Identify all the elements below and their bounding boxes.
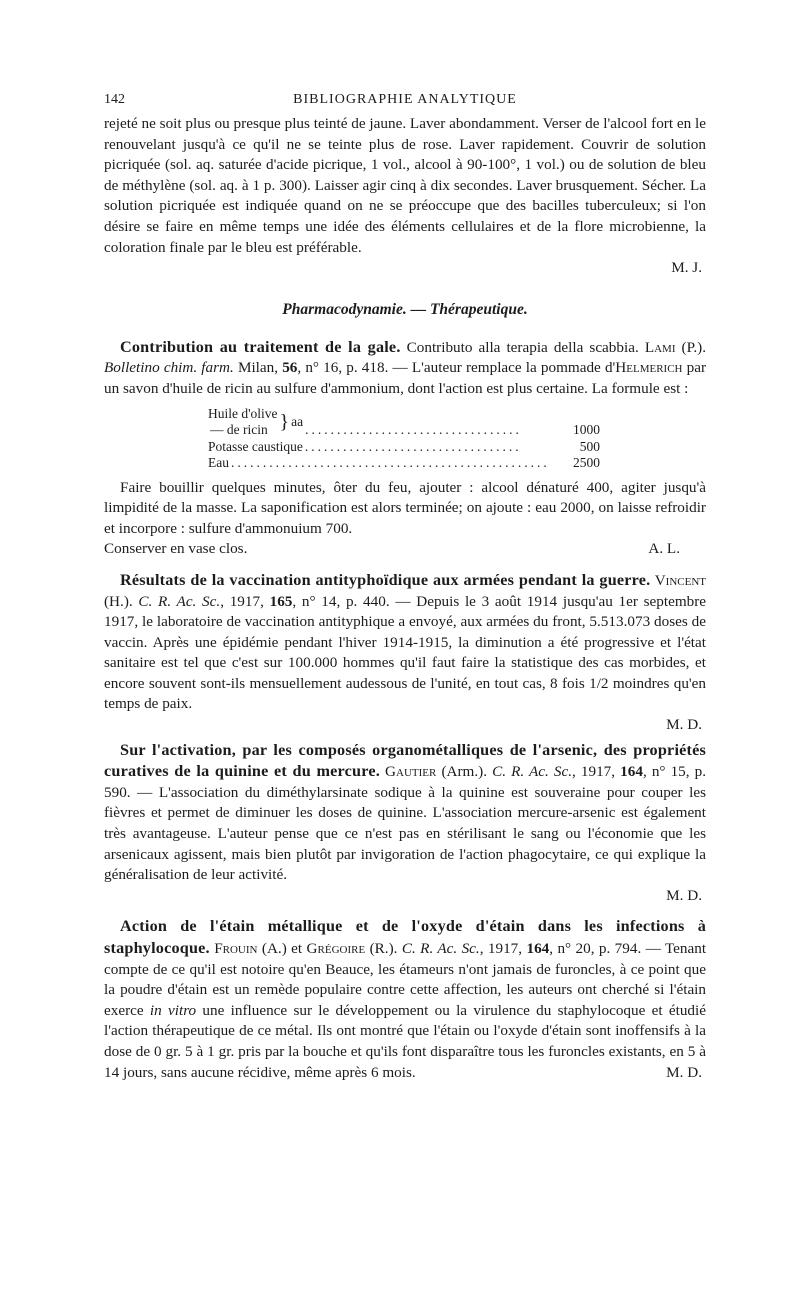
article-author: Lami xyxy=(644,338,676,356)
formula-row-water: Eau .................................................. 2500 xyxy=(208,455,600,471)
preparation-last-line: Conserver en vase clos. A. L. xyxy=(104,539,706,560)
page xyxy=(104,92,706,1083)
formula-row-oils: Huile d'olive — de ricin } aa .................................. 1000 xyxy=(208,405,600,438)
article-journal: Bolletino chim. farm. xyxy=(104,359,234,377)
page-number: 142 xyxy=(104,92,125,107)
intro-paragraph: rejeté ne soit plus ou presque plus teinté de jaune. Laver abondamment. Verser de l'alcool fort en le renouvelant jusqu'à ce qu'il ne se teinte plus de rose. Laver rapidement. Couvrir de solution picriquée (sol. aq. saturée d'acide picrique, 1 vol., alcool à 90-100°, 1 vol.) ou de solution de bleu de méthylène (sol. aq. à 1 p. 300). Laisser agir cinq à dix secondes. Laver brusquement. Sécher. La solution picriquée est indiquée quand on ne se préoccupe que des bacilles tuberculeux; si l'on désire se faire en même temps une idée des éléments cellulaires et de la flore microbienne, la coloration finale par le bleu est préférable. xyxy=(104,115,706,256)
article-signature: M. D. xyxy=(666,1063,702,1081)
article-signature: M. D. xyxy=(666,716,702,734)
article-vaccination xyxy=(104,570,706,736)
article-title: Sur l'activation, par les composés organométalliques de l'arsenic, des propriétés curatives de la quinine et du mercure. xyxy=(104,740,706,781)
preparation-signature: A. L. xyxy=(648,540,680,558)
article-author: Frouin xyxy=(214,940,258,957)
article-author: Gautier xyxy=(385,763,437,781)
running-title: BIBLIOGRAPHIE ANALYTIQUE xyxy=(293,92,517,107)
article-paragraph: Action de l'étain métallique et de l'oxyde d'étain dans les infections à staphylocoque. Frouin (A.) et Grégoire (R.). C. R. Ac. Sc., 1917, 164, n° 20, p. 794. — Tenant compte de ce qu'il est notoire qu'en Beauce, les étameurs n'ont jamais de furoncles, à ce point que la poudre d'étain est un remède populaire contre cette affection, les auteurs ont cherché si l'étain exerce in vitro une influence sur le développement ou la virulence du staphylocoque et étudié l'action thérapeutique de ce métal. Ils ont montré que l'étain ou l'oxyde d'étain sont inoffensifs à la dose de 0 gr. 5 à 1 gr. pris par la bouche et qu'ils font disparaître tous les furoncles existants, en 5 à 14 jours, sans aucune récidive, même après 6 mois. xyxy=(104,917,707,1081)
article-title: Résultats de la vaccination antityphoïdique aux armées pendant la guerre. xyxy=(120,570,651,589)
article-journal: C. R. Ac. Sc. xyxy=(492,763,573,781)
article-journal: C. R. Ac. Sc. xyxy=(401,940,480,957)
article-title: Action de l'étain métallique et de l'oxyde d'étain dans les infections à staphylocoque. xyxy=(104,917,706,957)
article-gale xyxy=(104,337,706,560)
formula-table xyxy=(208,406,600,472)
formula-row-potash: Potasse caustique .................................. 500 xyxy=(208,438,600,454)
page-header xyxy=(104,92,706,114)
article-paragraph: Contribution au traitement de la gale. Contributo alla terapia della scabbia. Lami (P.). Bolletino chim. farm. Milan, 56, n° 16, p. 418. — L'auteur remplace la pommade d'Helmerich par un savon d'huile de ricin au sulfure d'ammonium, dont l'action est plus certaine. La formule est : xyxy=(104,337,707,397)
article-author: Vincent xyxy=(654,571,707,589)
article-paragraph: Sur l'activation, par les composés organométalliques de l'arsenic, des propriétés curatives de la quinine et du mercure. Gautier (Arm.). C. R. Ac. Sc., 1917, 164, n° 15, p. 590. — L'association du diméthylarsinate sodique à la quinine est souveraine pour couper les fièvres et permet de diminuer les doses de quinine. L'association mercure-arsenic est également très avantageuse. L'auteur pense que ce n'est pas en stérilisant le sang ou l'économie que les arsenicaux agissent, mais bien plutôt par invigoration de l'action phagocytaire, ce qui explique la généralisation de leur activité. xyxy=(104,740,707,884)
preparation-paragraph: Faire bouillir quelques minutes, ôter du feu, ajouter : alcool dénaturé 400, agiter jusqu'à limpidité de la masse. La saponification est alors terminée; on ajoute : eau 2000, on laisse refroidir et incorpore : sulfure d'ammonuium 700. xyxy=(104,478,706,537)
article-etain xyxy=(104,916,706,1083)
article-title: Contribution au traitement de la gale. xyxy=(120,337,401,356)
article-signature: M. D. xyxy=(666,886,702,904)
section-heading: Pharmacodynamie. — Thérapeutique. xyxy=(282,300,528,318)
article-arsenic xyxy=(104,740,706,907)
article-journal: C. R. Ac. Sc. xyxy=(138,592,221,610)
article-author: Grégoire xyxy=(306,940,366,957)
intro-signature: M. J. xyxy=(671,259,702,277)
article-paragraph: Résultats de la vaccination antityphoïdique aux armées pendant la guerre. Vincent (H.). C. R. Ac. Sc., 1917, 165, n° 14, p. 440. — Depuis le 3 août 1914 jusqu'au 1er septembre 1917, le laboratoire de vaccination antityphique a envoyé, aux armées du front, 5.513.073 doses de vaccin. Après une épidémie pendant l'hiver 1914-1915, la diminution a été progressive et l'état sanitaire est tel que c'est sur 100.000 hommes qu'il faut faire la statistique des cas morbides, et encore souvent sont-ils mensuellement audessous de l'unité, en tout cas, 8 fois 1/2 moindres qu'en temps de paix. xyxy=(104,570,707,713)
